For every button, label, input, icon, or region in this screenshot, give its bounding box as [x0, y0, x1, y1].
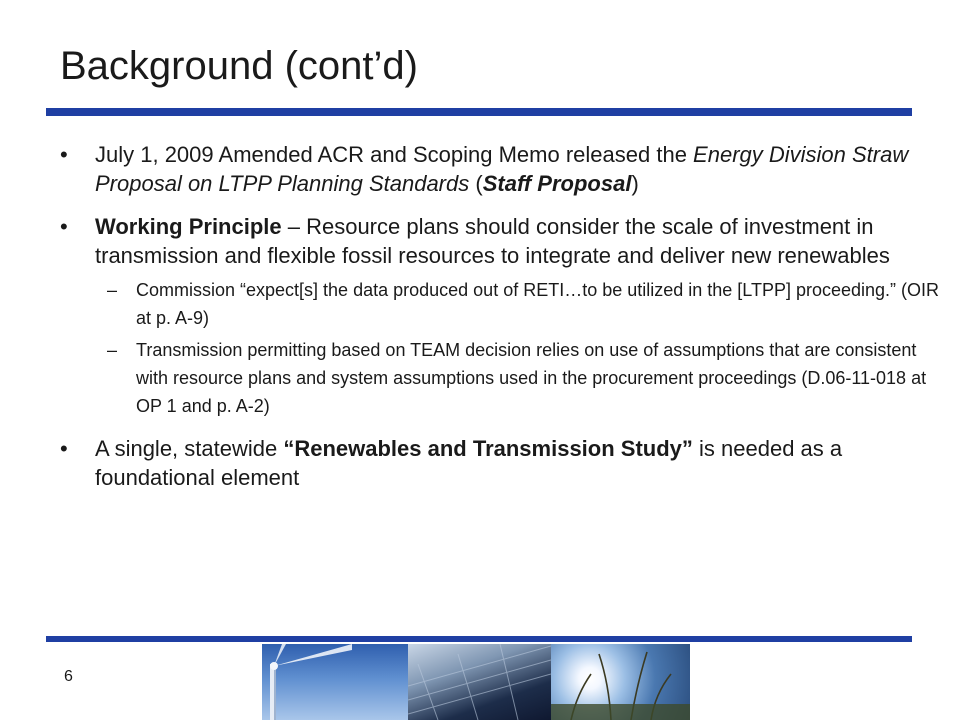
bullet-marker: •: [60, 214, 68, 239]
grass-sky-photo: [551, 644, 690, 720]
bullet-2: [60, 212, 940, 270]
bullet-1-text: July 1, 2009 Amended ACR and Scoping Memo released the: [95, 142, 694, 167]
sub-bullet-1-text: Commission “expect[s] the data produced out of RETI…to be utilized in the [LTPP] proceeding.” (OIR at p. A-9): [136, 280, 940, 328]
sub-bullet-1: [60, 276, 940, 332]
title-divider: [46, 108, 912, 116]
slide-body: [60, 140, 940, 506]
bullet-marker: •: [60, 436, 68, 461]
footer-photo-strip: [262, 644, 690, 720]
bullet-3: [60, 434, 940, 492]
sub-bullet-2-text: Transmission permitting based on TEAM decision relies on use of assumptions that are consistent with resource plans and system assumptions used in the procurement proceedings (D.06-11-018 at OP 1 and p. A-2): [136, 340, 927, 416]
bullet-1-bold: Staff Proposal: [482, 171, 632, 196]
bullet-3-post: is needed as a foundational element: [95, 436, 843, 490]
bullet-2-text: – Resource plans should consider the scale of investment in transmission and flexible fossil resources to integrate and deliver new renewables: [95, 214, 890, 268]
bullet-3-text: A single, statewide: [95, 436, 284, 461]
bullet-1-mid: (: [469, 171, 483, 196]
dash-marker: –: [107, 340, 118, 360]
page-number: 6: [64, 668, 73, 685]
sub-bullet-2: [60, 336, 940, 420]
solar-panel-photo: [408, 644, 551, 720]
wind-turbine-photo: [262, 644, 408, 720]
bullet-marker: •: [60, 142, 68, 167]
footer-divider: [46, 636, 912, 642]
bullet-2-bold: Working Principle: [95, 214, 282, 239]
dash-marker: –: [107, 280, 118, 300]
bullet-3-bold: “Renewables and Transmission Study”: [283, 436, 693, 461]
slide-title: Background (cont’d): [60, 44, 418, 88]
bullet-1: [60, 140, 940, 198]
bullet-1-italic: Energy Division Straw Proposal on LTPP Planning Standards: [95, 142, 909, 196]
bullet-1-post: ): [631, 171, 639, 196]
